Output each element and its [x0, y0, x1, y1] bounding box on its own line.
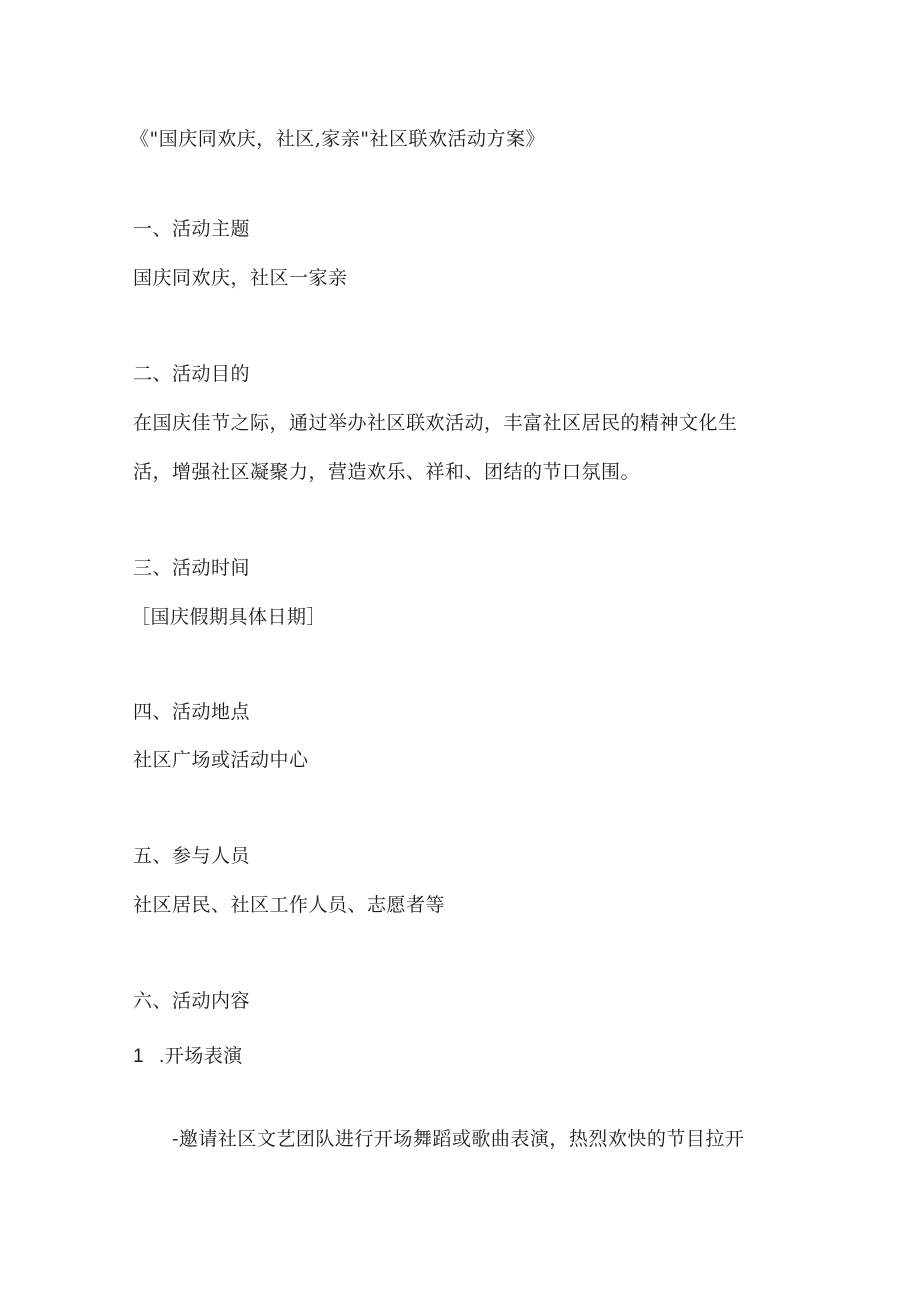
section-heading-time: 三、活动时间 [133, 557, 251, 579]
section-heading-theme: 一、活动主题 [133, 218, 251, 240]
section-heading-content: 六、活动内容 [133, 990, 251, 1012]
section-text-location: 社区广场或活动中心 [133, 749, 309, 771]
section-text-purpose-line-2: 活，增强社区凝聚力，营造欢乐、祥和、团结的节口氛围。 [133, 461, 641, 483]
section-text-purpose-line-1: 在国庆佳节之际，通过举办社区联欢活动，丰富社区居民的精神文化生 [133, 412, 738, 434]
subsection-opening-performance [133, 1045, 243, 1069]
section-heading-participants: 五、参与人员 [133, 845, 251, 867]
document-title: 《"国庆同欢庆，社区,家亲"社区联欢活动方案》 [130, 128, 546, 150]
subsection-title: .开场表演 [159, 1046, 243, 1067]
subsection-number: 1 [133, 1046, 145, 1067]
section-text-participants: 社区居民、社区工作人员、志愿者等 [133, 894, 446, 916]
section-heading-location: 四、活动地点 [133, 701, 251, 723]
section-text-theme: 国庆同欢庆，社区一家亲 [133, 267, 348, 289]
section-heading-purpose: 二、活动目的 [133, 363, 251, 385]
section-text-time: ［国庆假期具体日期］ [131, 606, 327, 628]
subsection-bullet-text: -邀请社区文艺团队进行开场舞蹈或歌曲表演，热烈欢快的节目拉开 [172, 1128, 745, 1150]
